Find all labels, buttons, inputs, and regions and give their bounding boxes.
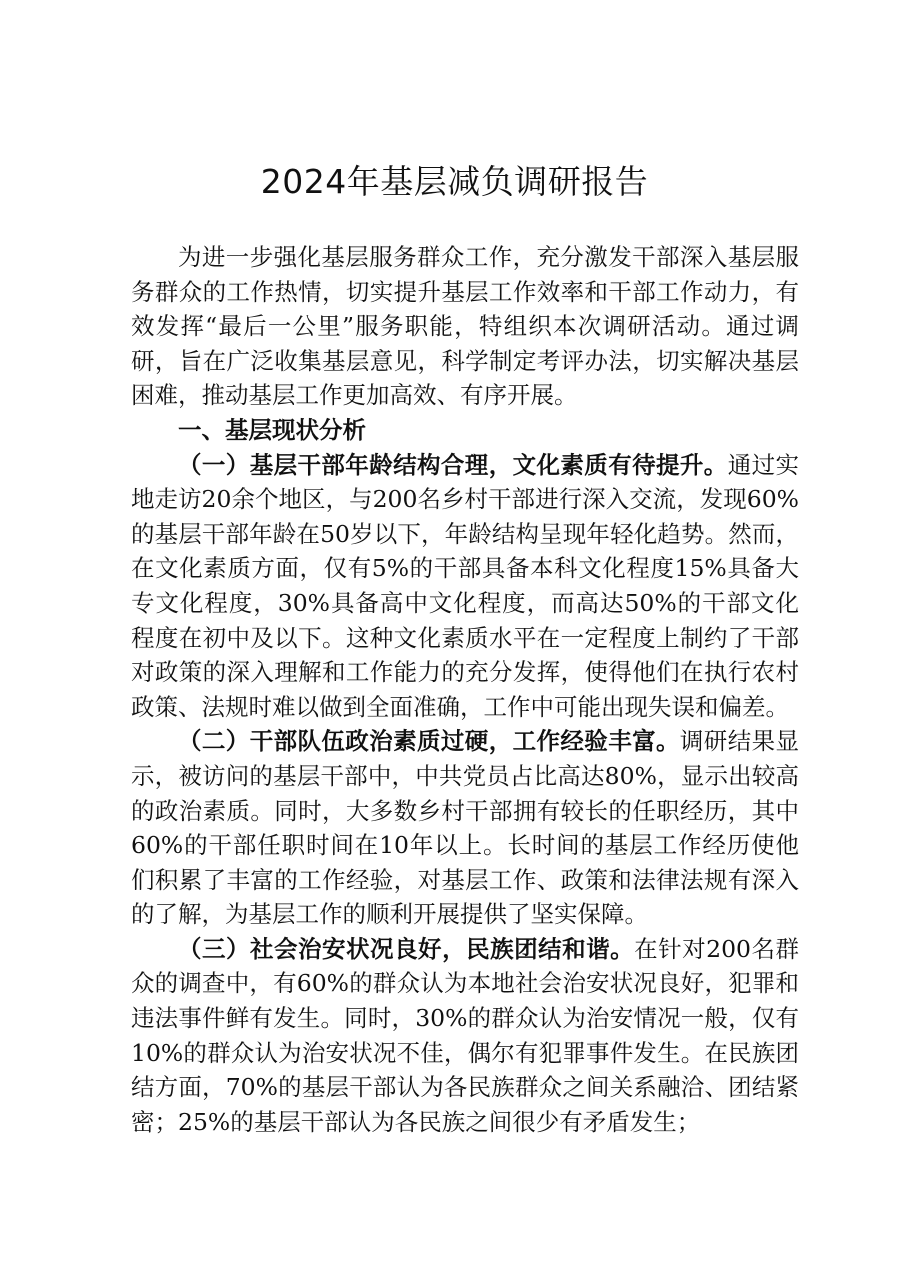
subsection-3-paragraph <box>131 932 799 1140</box>
subsection-3-heading: （三）社会治安状况良好，民族团结和谐。 <box>178 934 635 963</box>
subsection-1-heading: （一）基层干部年龄结构合理，文化素质有待提升。 <box>178 450 728 479</box>
intro-paragraph: 为进一步强化基层服务群众工作，充分激发干部深入基层服务群众的工作热情，切实提升基层工作效率和干部工作动力，有效发挥“最后一公里”服务职能，特组织本次调研活动。通过调研，旨在广泛收集基层意见，科学制定考评办法，切实解决基层困难，推动基层工作更加高效、有序开展。 <box>131 243 799 410</box>
section-heading: 一、基层现状分析 <box>178 415 366 444</box>
subsection-3-text: 在针对200名群众的调查中，有60%的群众认为本地社会治安状况良好，犯罪和违法事件鲜有发生。同时，30%的群众认为治安情况一般，仅有10%的群众认为治安状况不佳，偶尔有犯罪事件发生。在民族团结方面，70%的基层干部认为各民族群众之间关系融洽、团结紧密；25%的基层干部认为各民族之间很少有矛盾发生； <box>131 934 800 1136</box>
subsection-1-paragraph <box>131 448 799 725</box>
subsection-2-paragraph <box>131 724 799 932</box>
subsection-2-heading: （二）干部队伍政治素质过硬，工作经验丰富。 <box>178 727 680 756</box>
subsection-1-text: 通过实地走访20余个地区，与200名乡村干部进行深入交流，发现60%的基层干部年龄在50岁以下，年龄结构呈现年轻化趋势。然而，在文化素质方面，仅有5%的干部具备本科文化程度15%具备大专文化程度，30%具备高中文化程度，而高达50%的干部文化程度在初中及以下。这种文化素质水平在一定程度上制约了干部对政策的深入理解和工作能力的充分发挥，使得他们在执行农村政策、法规时难以做到全面准确，工作中可能出现失误和偏差。 <box>131 450 800 721</box>
document-title: 2024年基层减负调研报告 <box>260 162 649 201</box>
subsection-2-text: 调研结果显示，被访问的基层干部中，中共党员占比高达80%，显示出较高的政治素质。同时，大多数乡村干部拥有较长的任职经历，其中60%的干部任职时间在10年以上。长时间的基层工作经历使他们积累了丰富的工作经验，对基层工作、政策和法律法规有深入的了解，为基层工作的顺利开展提供了坚实保障。 <box>131 727 800 929</box>
document-body <box>131 240 799 1139</box>
